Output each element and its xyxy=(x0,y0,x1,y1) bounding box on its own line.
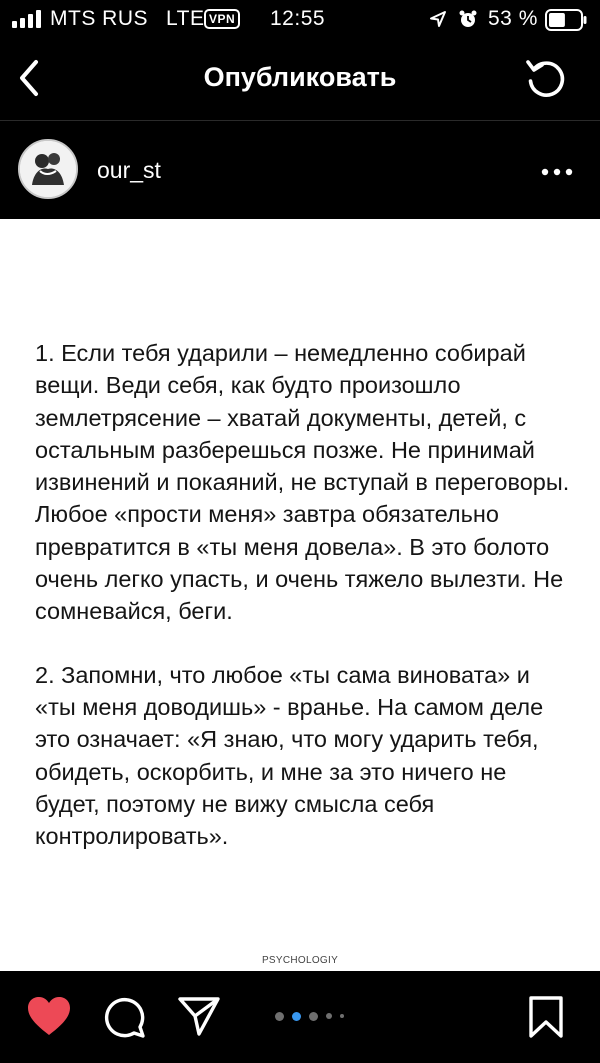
location-icon xyxy=(429,10,447,28)
carousel-dot xyxy=(292,1012,301,1021)
carousel-dot xyxy=(309,1012,318,1021)
carousel-dot xyxy=(340,1014,344,1018)
avatar-image xyxy=(20,141,76,197)
comment-icon[interactable] xyxy=(102,995,146,1039)
carousel-dot xyxy=(326,1013,332,1019)
carousel-dot xyxy=(275,1012,284,1021)
battery-icon xyxy=(545,9,587,31)
signal-icon xyxy=(12,10,46,28)
paragraph-2: 2. Запомни, что любое «ты сама виновата» и «ты меня доводишь» - вранье. На самом деле это означает: «Я знаю, что могу ударить тебя, обидеть, оскорбить, и мне за это ничего не будет, поэтому не вижу смысла себя контролировать». xyxy=(35,661,544,850)
username[interactable]: our_st xyxy=(97,157,161,183)
more-icon[interactable] xyxy=(540,167,574,177)
page-title: Опубликовать xyxy=(203,62,397,92)
network-type: LTE xyxy=(166,7,205,30)
watermark: PSYCHOLOGIY xyxy=(261,955,339,966)
share-icon[interactable] xyxy=(177,995,221,1037)
refresh-icon[interactable] xyxy=(523,56,569,102)
alarm-icon xyxy=(458,9,478,29)
status-time: 12:55 xyxy=(270,7,326,30)
action-bar xyxy=(0,971,600,1063)
vpn-badge: VPN xyxy=(204,9,240,29)
status-bar xyxy=(0,0,600,40)
bookmark-icon[interactable] xyxy=(527,995,565,1039)
nav-bar xyxy=(0,40,600,120)
heart-icon[interactable] xyxy=(26,995,72,1037)
post-text xyxy=(35,337,575,852)
avatar[interactable] xyxy=(18,139,78,199)
battery-percent: 53 % xyxy=(488,7,538,30)
post-image[interactable] xyxy=(0,219,600,971)
paragraph-1: 1. Если тебя ударили – немедленно собирай вещи. Веди себя, как будто произошло землетрясение – хватай документы, детей, с остальным разберешься позже. Не принимай извинений и покаяний, не вступай в переговоры. Любое «прости меня» завтра обязательно превратится в «ты меня довела». В это болото очень легко упасть, и очень тяжело вылезти. Не сомневайся, беги. xyxy=(35,340,570,625)
post-header xyxy=(0,121,600,219)
carrier-name: MTS RUS xyxy=(50,7,148,30)
